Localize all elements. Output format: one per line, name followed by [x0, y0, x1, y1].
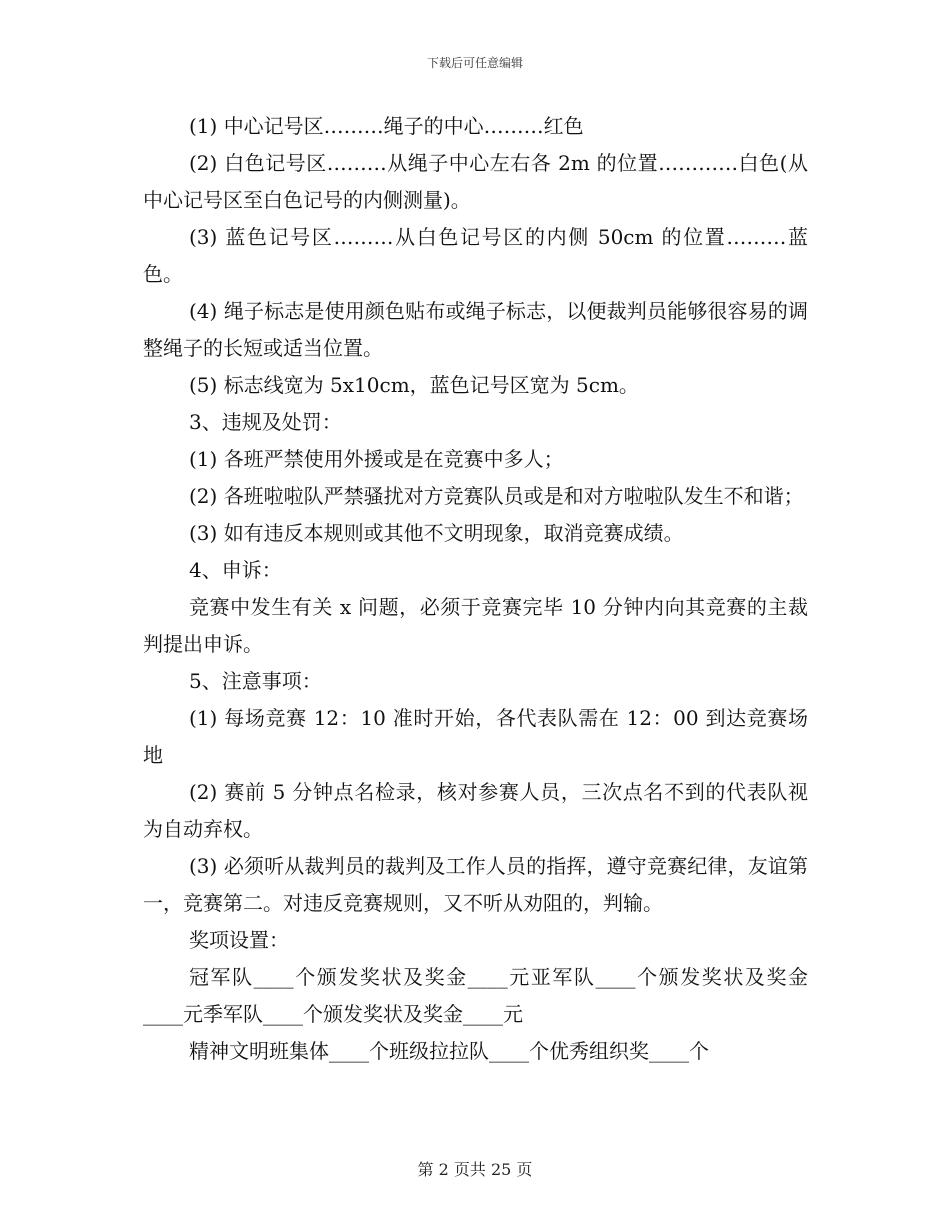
paragraph: (4) 绳子标志是使用颜色贴布或绳子标志，以便裁判员能够很容易的调整绳子的长短或适当位置。: [143, 299, 808, 360]
section-heading: 4、申诉：: [189, 558, 282, 582]
paragraph: (1) 中心记号区………绳子的中心………红色: [189, 114, 584, 138]
document-body: [143, 108, 808, 1070]
paragraph: (1) 每场竞赛 12：10 准时开始，各代表队需在 12：00 到达竞赛场地: [143, 706, 808, 767]
paragraph: (2) 赛前 5 分钟点名检录，核对参赛人员，三次点名不到的代表队视为自动弃权。: [143, 780, 808, 841]
paragraph: (1) 各班严禁使用外援或是在竞赛中多人；: [189, 447, 564, 471]
paragraph: 竞赛中发生有关 x 问题，必须于竞赛完毕 10 分钟内向其竞赛的主裁判提出申诉。: [143, 595, 808, 656]
paragraph: (2) 白色记号区………从绳子中心左右各 2m 的位置…………白色(从中心记号区至白色记号的内侧测量)。: [143, 151, 808, 212]
paragraph: (3) 蓝色记号区………从白色记号区的内侧 50cm 的位置………蓝色。: [143, 225, 808, 286]
paragraph: 冠军队____个颁发奖状及奖金____元亚军队____个颁发奖状及奖金____元季军队____个颁发奖状及奖金____元: [143, 965, 808, 1026]
paragraph: 精神文明班集体____个班级拉拉队____个优秀组织奖____个: [189, 1039, 709, 1063]
section-heading: 5、注意事项：: [189, 669, 322, 693]
section-heading: 3、违规及处罚：: [189, 410, 342, 434]
paragraph: (5) 标志线宽为 5x10cm，蓝色记号区宽为 5cm。: [189, 373, 639, 397]
page-header: 下载后可任意编辑: [426, 56, 523, 70]
page-footer: 第 2 页共 25 页: [417, 1160, 533, 1179]
paragraph: (2) 各班啦啦队严禁骚扰对方竞赛队员或是和对方啦啦队发生不和谐；: [189, 484, 804, 508]
paragraph: (3) 必须听从裁判员的裁判及工作人员的指挥，遵守竞赛纪律，友谊第一，竞赛第二。对违反竞赛规则，又不听从劝阻的，判输。: [143, 854, 808, 915]
section-heading: 奖项设置：: [189, 928, 289, 952]
paragraph: (3) 如有违反本规则或其他不文明现象，取消竞赛成绩。: [189, 521, 684, 545]
